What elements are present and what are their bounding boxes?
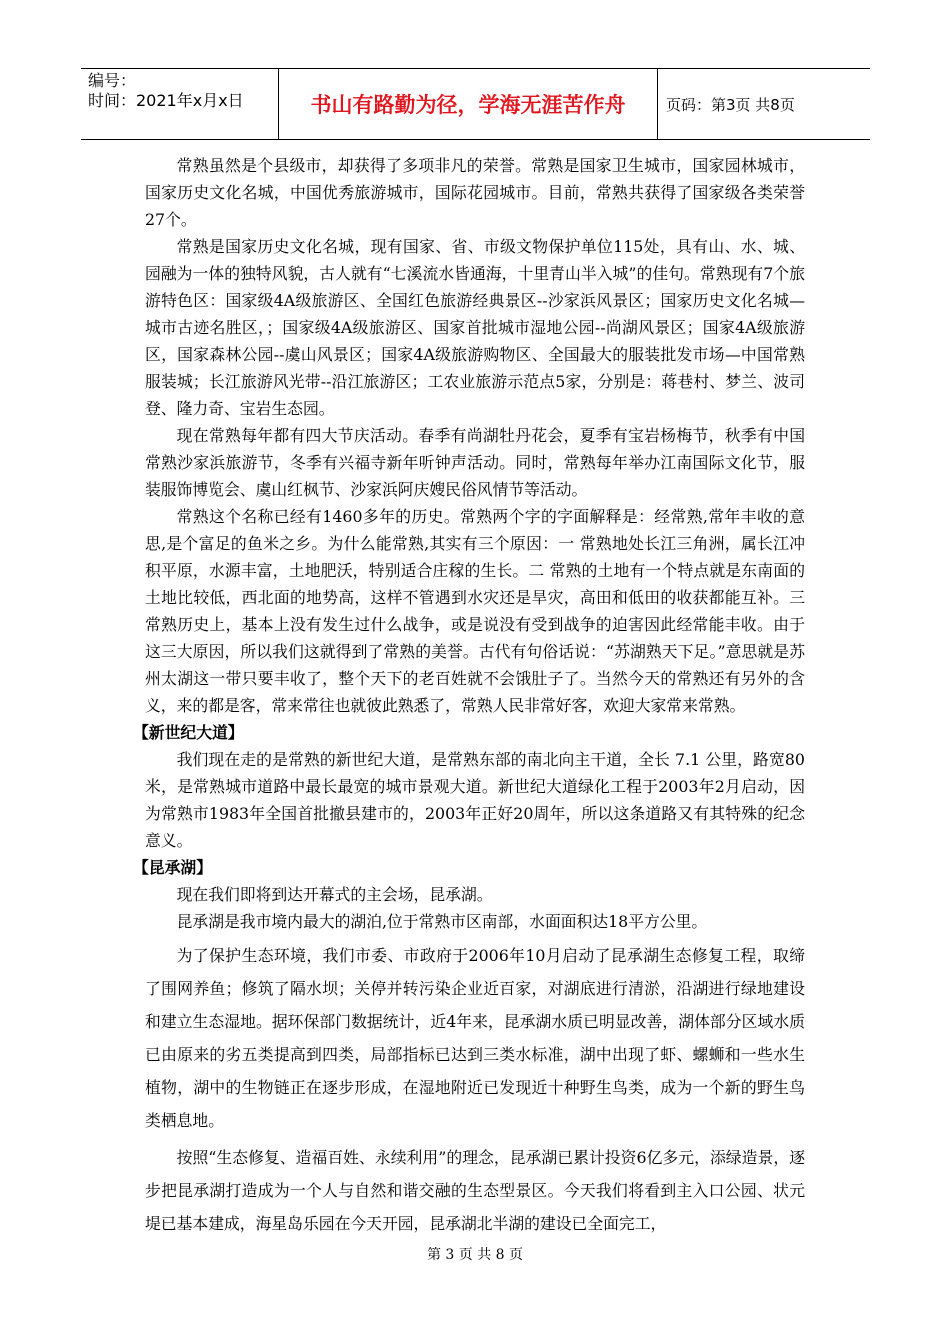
page-footer: 第 3 页 共 8 页 <box>426 1247 524 1263</box>
document-body <box>133 152 805 1240</box>
paragraph-arrival: 现在我们即将到达开幕式的主会场，昆承湖。 <box>176 885 493 904</box>
page-header <box>81 68 870 140</box>
paragraph-investment: 按照“生态修复、造福百姓、永续利用”的理念，昆承湖已累计投资6亿多元，添绿造景，逐步把昆承湖打造成为一个人与自然和谐交融的生态型景区。今天我们将看到主入口公园、状元堤已基本建成，海星岛乐园在今天开园，昆承湖北半湖的建设已全面完工， <box>145 1148 805 1233</box>
paragraph-festivals: 现在常熟每年都有四大节庆活动。春季有尚湖牡丹花会，夏季有宝岩杨梅节，秋季有中国常熟沙家浜旅游节，冬季有兴福寺新年听钟声活动。同时，常熟每年举办江南国际文化节，服装服饰博览会、虞山红枫节、沙家浜阿庆嫂民俗风情节等活动。 <box>145 426 805 499</box>
paragraph-ecology: 为了保护生态环境，我们市委、市政府于2006年10月启动了昆承湖生态修复工程，取缔了围网养鱼；修筑了隔水坝；关停并转污染企业近百家，对湖底进行清淤，沿湖进行绿地建设和建立生态湿地。据环保部门数据统计，近4年来，昆承湖水质已明显改善，湖体部分区域水质已由原来的劣五类提高到四类，局部指标已达到三类水标准，湖中出现了虾、螺蛳和一些水生植物，湖中的生物链正在逐步形成，在湿地附近已发现近十种野生鸟类，成为一个新的野生鸟类栖息地。 <box>145 946 805 1130</box>
document-number-label: 编号： <box>88 71 137 90</box>
paragraph-lake-intro: 昆承湖是我市境内最大的湖泊,位于常熟市区南部，水面面积达18平方公里。 <box>176 912 708 931</box>
section-heading-century-avenue: 【新世纪大道】 <box>133 723 244 742</box>
paragraph-heritage: 常熟是国家历史文化名城，现有国家、省、市级文物保护单位115处，具有山、水、城、园融为一体的独特风貌，古人就有“七溪流水皆通海，十里青山半入城”的佳句。常熟现有7个旅游特色区：国家级4A级旅游区、全国红色旅游经典景区--沙家浜风景区；国家历史文化名城—城市古迹名胜区，；国家级4A级旅游区、国家首批城市湿地公园--尚湖风景区；国家4A级旅游区，国家森林公园--虞山风景区；国家4A级旅游购物区、全国最大的服装批发市场—中国常熟服装城；长江旅游风光带--沿江旅游区；工农业旅游示范点5家，分别是：蒋巷村、梦兰、波司登、隆力奇、宝岩生态园。 <box>145 237 805 418</box>
header-motto: 书山有路勤为径，学海无涯苦作舟 <box>279 69 658 139</box>
paragraph-honors: 常熟虽然是个县级市，却获得了多项非凡的荣誉。常熟是国家卫生城市，国家园林城市，国家历史文化名城，中国优秀旅游城市，国际花园城市。目前，常熟共获得了国家级各类荣誉27个。 <box>145 156 805 229</box>
paragraph-century-avenue: 我们现在走的是常熟的新世纪大道，是常熟东部的南北向主干道，全长 7.1 公里，路宽80米，是常熟城市道路中最长最宽的城市景观大道。新世纪大道绿化工程于2003年2月启动，因为常熟市1983年全国首批撤县建市的，2003年正好20周年，所以这条道路又有其特殊的纪念意义。 <box>145 750 805 850</box>
header-meta <box>81 69 279 139</box>
section-heading-kuncheng-lake: 【昆承湖】 <box>133 858 212 877</box>
document-time-label: 时间：2021年x月x日 <box>88 91 244 110</box>
header-page-info: 页码：第3页 共8页 <box>666 95 795 114</box>
paragraph-name-origin: 常熟这个名称已经有1460多年的历史。常熟两个字的字面解释是：经常熟,常年丰收的意思,是个富足的鱼米之乡。为什么能常熟,其实有三个原因：一 常熟地处长江三角洲，属长江冲积平原，水源丰富，土地肥沃，特别适合庄稼的生长。二 常熟的土地有一个特点就是东南面的土地比较低，西北面的地势高，这样不管遇到水灾还是旱灾，高田和低田的收获都能互补。三 常熟历史上，基本上没有发生过什么战争，或是说没有受到战争的迫害因此经常能丰收。由于这三大原因，所以我们这就得到了常熟的美誉。古代有句俗话说：“苏湖熟天下足。”意思就是苏州太湖这一带只要丰收了，整个天下的老百姓就不会饿肚子了。当然今天的常熟还有另外的含义，来的都是客，常来常往也就彼此熟悉了，常熟人民非常好客，欢迎大家常来常熟。 <box>145 507 805 715</box>
